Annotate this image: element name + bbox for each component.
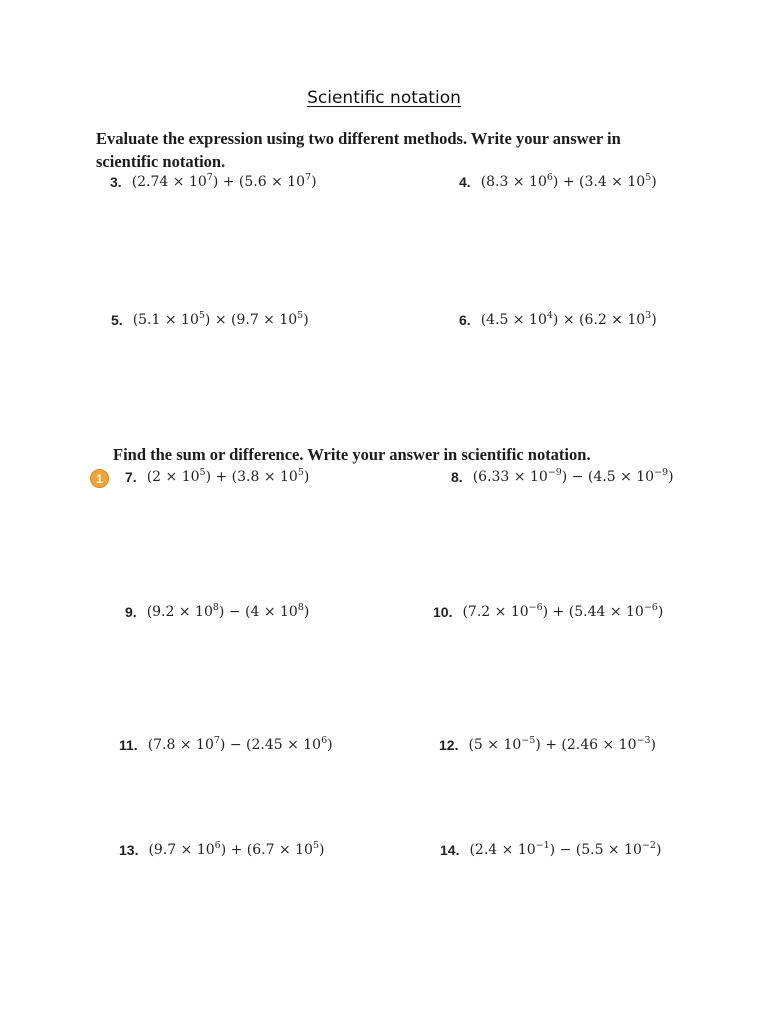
problem-expression: $(9.2 \times 10^8) - (4 \times 10^8)$	[146, 602, 310, 620]
problem-8	[451, 469, 674, 485]
problem-11	[119, 737, 333, 753]
problem-expression: $(7.8 \times 10^7) - (2.45 \times 10^6)$	[147, 735, 333, 753]
problem-9	[125, 604, 309, 620]
problem-13	[119, 842, 324, 858]
problem-expression: $(4.5 \times 10^4) \times (6.2 \times 10^3)$	[480, 310, 657, 328]
problem-number: 6.	[459, 312, 471, 328]
problem-expression: $(6.33 \times 10^{-9}) - (4.5 \times 10^{-9})$	[472, 467, 674, 485]
problem-5	[111, 312, 309, 328]
problem-expression: $(8.3 \times 10^6) + (3.4 \times 10^5)$	[480, 172, 657, 190]
problem-14	[440, 842, 661, 858]
problem-3	[110, 174, 317, 190]
problem-7	[125, 469, 309, 485]
problem-expression: $(5.1 \times 10^5) \times (9.7 \times 10^5)$	[132, 310, 309, 328]
page-title-text: Scientific notation	[307, 88, 461, 108]
problem-expression: $(2.4 \times 10^{-1}) - (5.5 \times 10^{-2})$	[469, 840, 662, 858]
problem-12	[439, 737, 656, 753]
problem-number: 4.	[459, 174, 471, 190]
problem-number: 14.	[440, 842, 460, 858]
problem-number: 12.	[439, 737, 459, 753]
problem-number: 10.	[433, 604, 453, 620]
problem-number: 7.	[125, 469, 137, 485]
section-1-instructions: Evaluate the expression using two different methods. Write your answer in scientific notation.	[96, 129, 621, 171]
problem-10	[433, 604, 663, 620]
problem-4	[459, 174, 657, 190]
problem-expression: $(2.74 \times 10^7) + (5.6 \times 10^7)$	[131, 172, 317, 190]
marker-badge: 1	[90, 469, 109, 488]
page-title	[0, 88, 768, 108]
problem-expression: $(9.7 \times 10^6) + (6.7 \times 10^5)$	[148, 840, 325, 858]
problem-number: 3.	[110, 174, 122, 190]
problem-number: 11.	[119, 737, 138, 753]
problem-number: 13.	[119, 842, 139, 858]
problem-6	[459, 312, 657, 328]
problem-expression: $(2 \times 10^5) + (3.8 \times 10^5)$	[146, 467, 310, 485]
problem-expression: $(7.2 \times 10^{-6}) + (5.44 \times 10^{-6})$	[462, 602, 664, 620]
problem-number: 9.	[125, 604, 137, 620]
problem-expression: $(5 \times 10^{-5}) + (2.46 \times 10^{-3})$	[468, 735, 656, 753]
problem-number: 8.	[451, 469, 463, 485]
section-2-instructions: Find the sum or difference. Write your answer in scientific notation.	[113, 445, 591, 464]
problem-number: 5.	[111, 312, 123, 328]
